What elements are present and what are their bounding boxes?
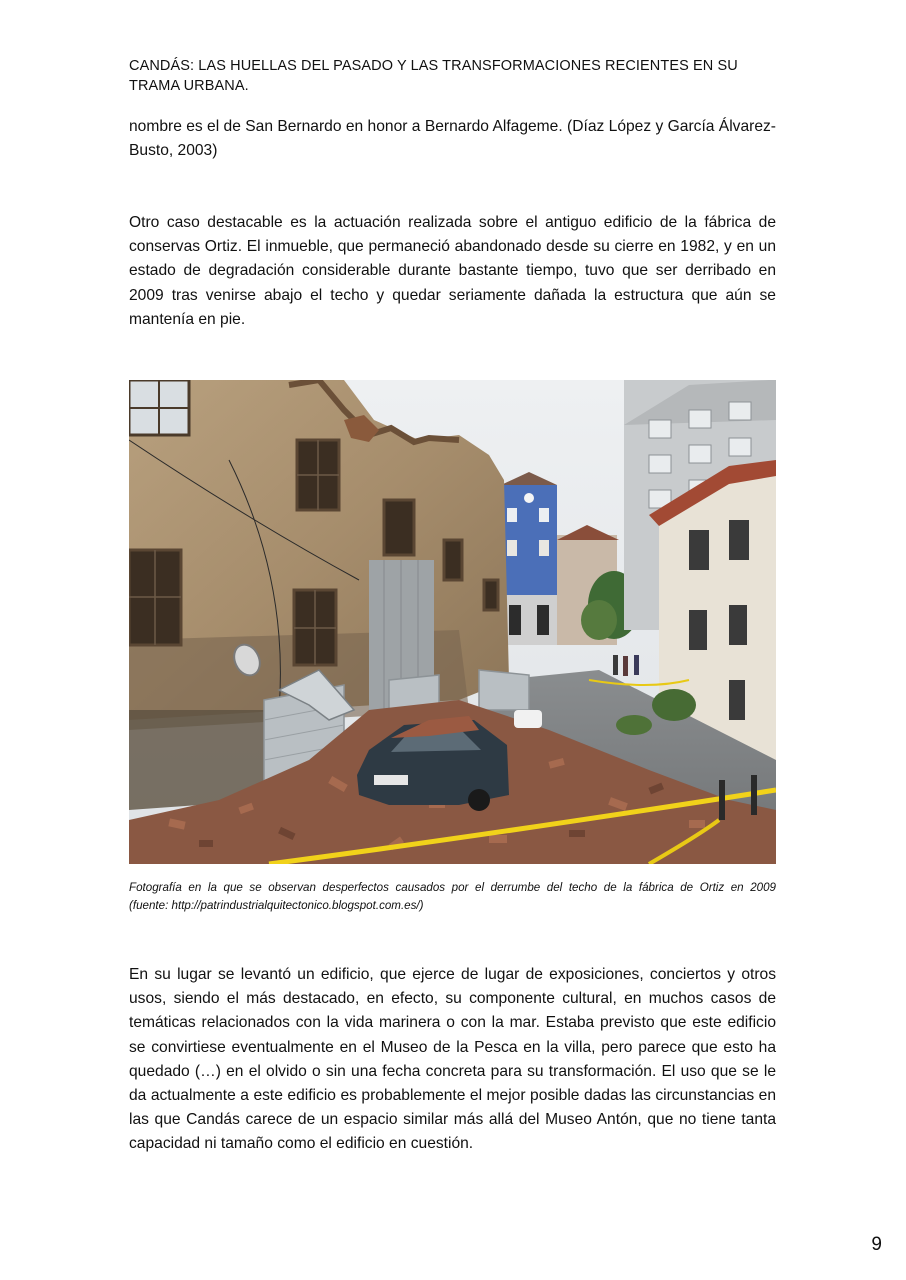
- caption-source: (fuente: http://patrindustrialquitectonico.blogspot.com.es/): [129, 899, 424, 912]
- collapsed-factory-photo: [129, 380, 776, 864]
- caption-description: Fotografía en la que se observan desperfectos causados por el derrumbe del techo de la fábrica de Ortiz en 2009: [129, 881, 776, 894]
- running-header: CANDÁS: LAS HUELLAS DEL PASADO Y LAS TRANSFORMACIONES RECIENTES EN SU TRAMA URBANA.: [129, 58, 738, 94]
- paragraph-ortiz-factory: Otro caso destacable es la actuación realizada sobre el antiguo edificio de la fábrica de conservas Ortiz. El inmueble, que permaneció abandonado desde su cierre en 1982, y en un estado de degradación considerable durante bastante tiempo, tuvo que ser derribado en 2009 tras venirse abajo el techo y quedar seriamente dañada la estructura que aún se mantenía en pie.: [129, 214, 776, 328]
- page-number: 9: [871, 1234, 882, 1255]
- paragraph-continuation: nombre es el de San Bernardo en honor a Bernardo Alfageme. (Díaz López y García Álvarez-Busto, 2003): [129, 118, 776, 160]
- paragraph-new-building: En su lugar se levantó un edificio, que ejerce de lugar de exposiciones, conciertos y otros usos, siendo el más destacado, en efecto, su componente cultural, en muchos casos de temáticas relacionados con la vida marinera o con la mar. Estaba previsto que este edificio se convirtiese eventualmente en el Museo de la Pesca en la villa, pero parece que esto ha quedado (…) en el olvido o sin una fecha concreta para su transformación. El uso que se le da actualmente a este edificio es probablemente el mejor posible dadas las circunstancias en las que Candás carece de un espacio similar más allá del Museo Antón, que no tiene tanta capacidad ni tamaño como el edificio en cuestión.: [129, 966, 776, 1153]
- photo-caption: [129, 879, 776, 915]
